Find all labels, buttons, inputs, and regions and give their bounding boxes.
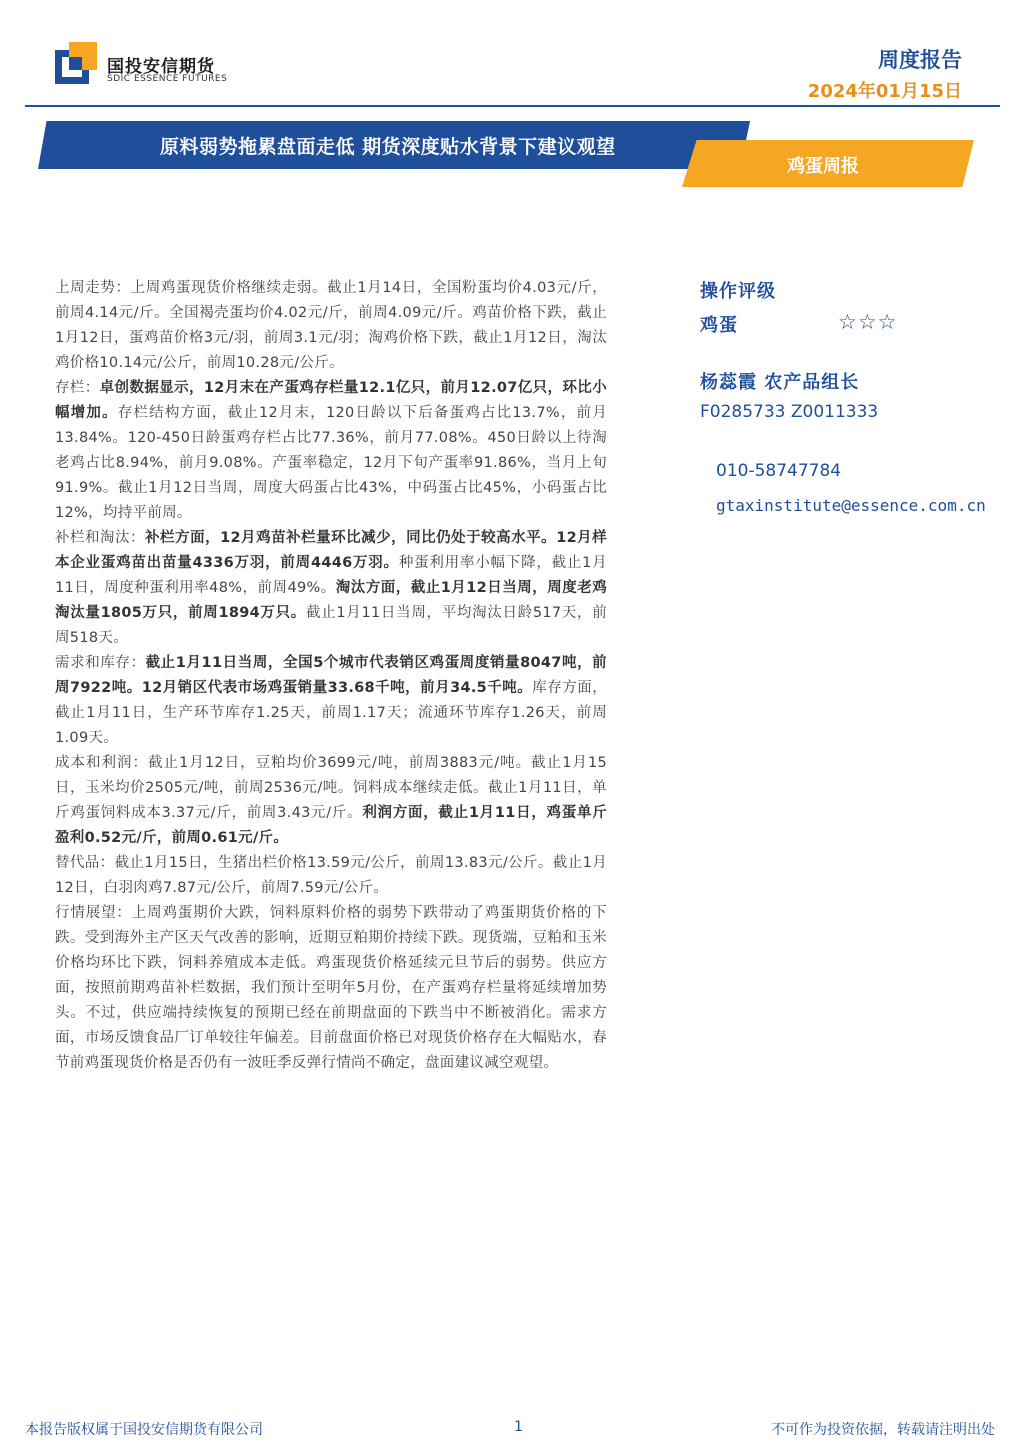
report-body	[55, 276, 607, 1076]
para-substitute: 替代品：截止1月15日，生猪出栏价格13.59元/公斤，前周13.83元/公斤。截止1月12日，白羽肉鸡7.87元/公斤，前周7.59元/公斤。	[55, 855, 607, 896]
para-outlook: 行情展望：上周鸡蛋期价大跌，饲料原料价格的弱势下跌带动了鸡蛋期货价格的下跌。受到海外主产区天气改善的影响，近期豆粕期价持续下跌。现货端，豆粕和玉米价格均环比下跌，饲料养殖成本走低。鸡蛋现货价格延续元旦节后的弱势。供应方面，按照前期鸡苗补栏数据，我们预计至明年5月份，在产蛋鸡存栏量将延续增加势头。不过，供应端持续恢复的预期已经在前期盘面的下跌当中不断被消化。需求方面，市场反馈食品厂订单较往年偏差。目前盘面价格已对现货价格存在大幅贴水，春节前鸡蛋现货价格是否仍有一波旺季反弹行情尚不确定，盘面建议减空观望。	[55, 905, 607, 1071]
report-type: 周度报告	[878, 48, 962, 72]
rating-title: 操作评级	[700, 281, 776, 302]
company-name-cn: 国投安信期货	[107, 57, 215, 77]
contact-email[interactable]: gtaxinstitute@essence.com.cn	[716, 496, 986, 515]
analyst-license: F0285733 Z0011333	[700, 402, 879, 422]
company-logo-icon	[55, 42, 97, 84]
para-demand: 需求和库存：截止1月11日当周，全国5个城市代表销区鸡蛋周度销量8047吨，前周7922吨。12月销区代表市场鸡蛋销量33.68千吨，前月34.5千吨。库存方面，截止1月11日，生产环节库存1.25天，前周1.17天；流通环节库存1.26天，前周1.09天。	[55, 655, 607, 746]
category-tag-label: 鸡蛋周报	[787, 156, 859, 177]
analyst-name: 杨蕊霞 农产品组长	[700, 372, 860, 393]
para-replenish: 补栏和淘汰：补栏方面，12月鸡苗补栏量环比减少，同比仍处于较高水平。12月样本企业蛋鸡苗出苗量4336万羽，前周4446万羽。种蛋利用率小幅下降，截止1月11日，周度种蛋利用率48%，前周49%。淘汰方面，截止1月12日当周，周度老鸡淘汰量1805万只，前周1894万只。截止1月11日当周，平均淘汰日龄517天，前周518天。	[55, 530, 607, 646]
rating-product: 鸡蛋	[700, 315, 738, 336]
footer-disclaimer: 不可作为投资依据，转载请注明出处	[771, 1422, 995, 1438]
report-date: 2024年01月15日	[807, 81, 962, 102]
para-weekly: 上周走势：上周鸡蛋现货价格继续走弱。截止1月14日，全国粉蛋均价4.03元/斤，前周4.14元/斤。全国褐壳蛋均价4.02元/斤，前周4.09元/斤。鸡苗价格下跌，截止1月12日，蛋鸡苗价格3元/羽，前周3.1元/羽；淘鸡价格下跌，截止1月12日，淘汰鸡价格10.14元/公斤，前周10.28元/公斤。	[55, 280, 607, 371]
report-title: 原料弱势拖累盘面走低 期货深度贴水背景下建议观望	[160, 136, 616, 158]
rating-stars-icon: ☆☆☆	[838, 310, 898, 334]
contact-phone: 010-58747784	[716, 461, 842, 481]
footer-copyright: 本报告版权属于国投安信期货有限公司	[25, 1422, 263, 1438]
para-stock: 存栏：卓创数据显示，12月末在产蛋鸡存栏量12.1亿只，前月12.07亿只，环比小幅增加。存栏结构方面，截止12月末，120日龄以下后备蛋鸡占比13.7%，前月13.84%。120-450日龄蛋鸡存栏占比77.36%，前月77.08%。450日龄以上待淘老鸡占比8.94%，前月9.08%。产蛋率稳定，12月下旬产蛋率91.86%，当月上旬91.9%。截止1月12日当周，周度大码蛋占比43%，中码蛋占比45%，小码蛋占比12%，均持平前周。	[55, 380, 607, 521]
para-cost: 成本和利润：截止1月12日，豆粕均价3699元/吨，前周3883元/吨。截止1月15日，玉米均价2505元/吨，前周2536元/吨。饲料成本继续走低。截止1月11日，单斤鸡蛋饲料成本3.37元/斤，前周3.43元/斤。利润方面，截止1月11日，鸡蛋单斤盈利0.52元/斤，前周0.61元/斤。	[55, 755, 607, 846]
page-number: 1	[514, 1419, 523, 1435]
header-divider	[25, 105, 1000, 107]
company-name-en: SDIC ESSENCE FUTURES	[107, 74, 228, 84]
